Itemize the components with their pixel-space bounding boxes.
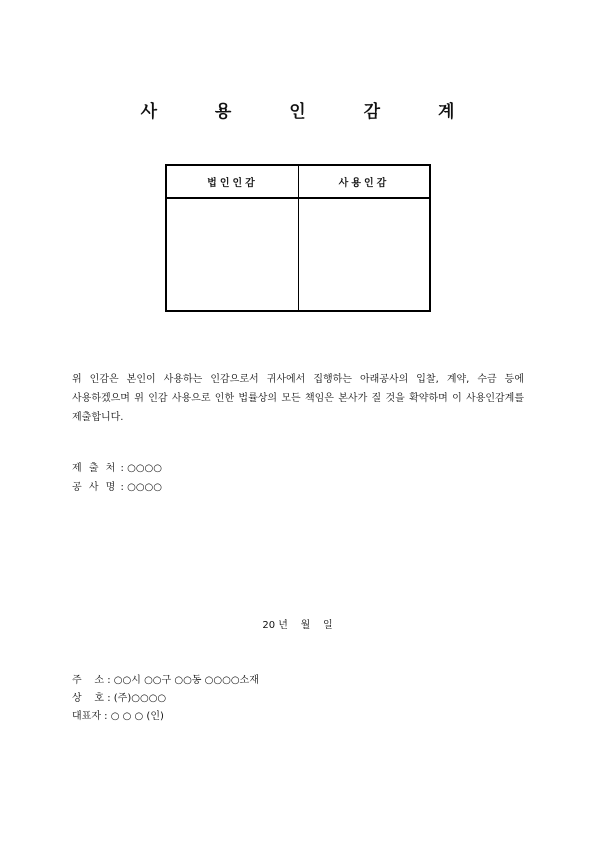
- address-line: 주 소 : ○○시 ○○구 ○○동 ○○○○소재: [72, 675, 259, 686]
- representative-line: 대표자 : ○ ○ ○ (인): [72, 711, 164, 722]
- document-title: 사 용 인 감 계: [140, 102, 481, 122]
- used-seal-header: 사용인감: [299, 165, 431, 198]
- project-label: 공 사 명: [72, 482, 118, 493]
- representative-label: 대표자: [72, 711, 101, 722]
- company-name-line: 상 호 : (주)○○○○: [72, 693, 167, 704]
- corporate-seal-header: 법인인감: [166, 165, 299, 198]
- recipient-value: ○○○○: [127, 463, 162, 474]
- project-value: ○○○○: [127, 482, 162, 493]
- project-line: 공 사 명 : ○○○○: [72, 482, 162, 493]
- date-line: 20 년 월 일: [262, 620, 333, 631]
- representative-value: ○ ○ ○ (인): [110, 711, 164, 722]
- seal-table: [165, 164, 431, 312]
- recipient-label: 제 출 처: [72, 463, 118, 474]
- address-value: ○○시 ○○구 ○○동 ○○○○소재: [113, 675, 259, 686]
- recipient-line: 제 출 처 : ○○○○: [72, 463, 162, 474]
- address-label: 주 소: [72, 675, 105, 686]
- declaration-paragraph: 위 인감은 본인이 사용하는 인감으로서 귀사에서 집행하는 아래공사의 입찰, 계약, 수금 등에 사용하겠으며 위 인감 사용으로 인한 법률상의 모든 책임은 본사가 질 것을 확약하며 이 사용인감계를 제출합니다.: [72, 374, 524, 423]
- used-seal-box: [299, 198, 431, 311]
- company-name-value: (주)○○○○: [113, 693, 167, 704]
- corporate-seal-box: [166, 198, 299, 311]
- company-name-label: 상 호: [72, 693, 105, 704]
